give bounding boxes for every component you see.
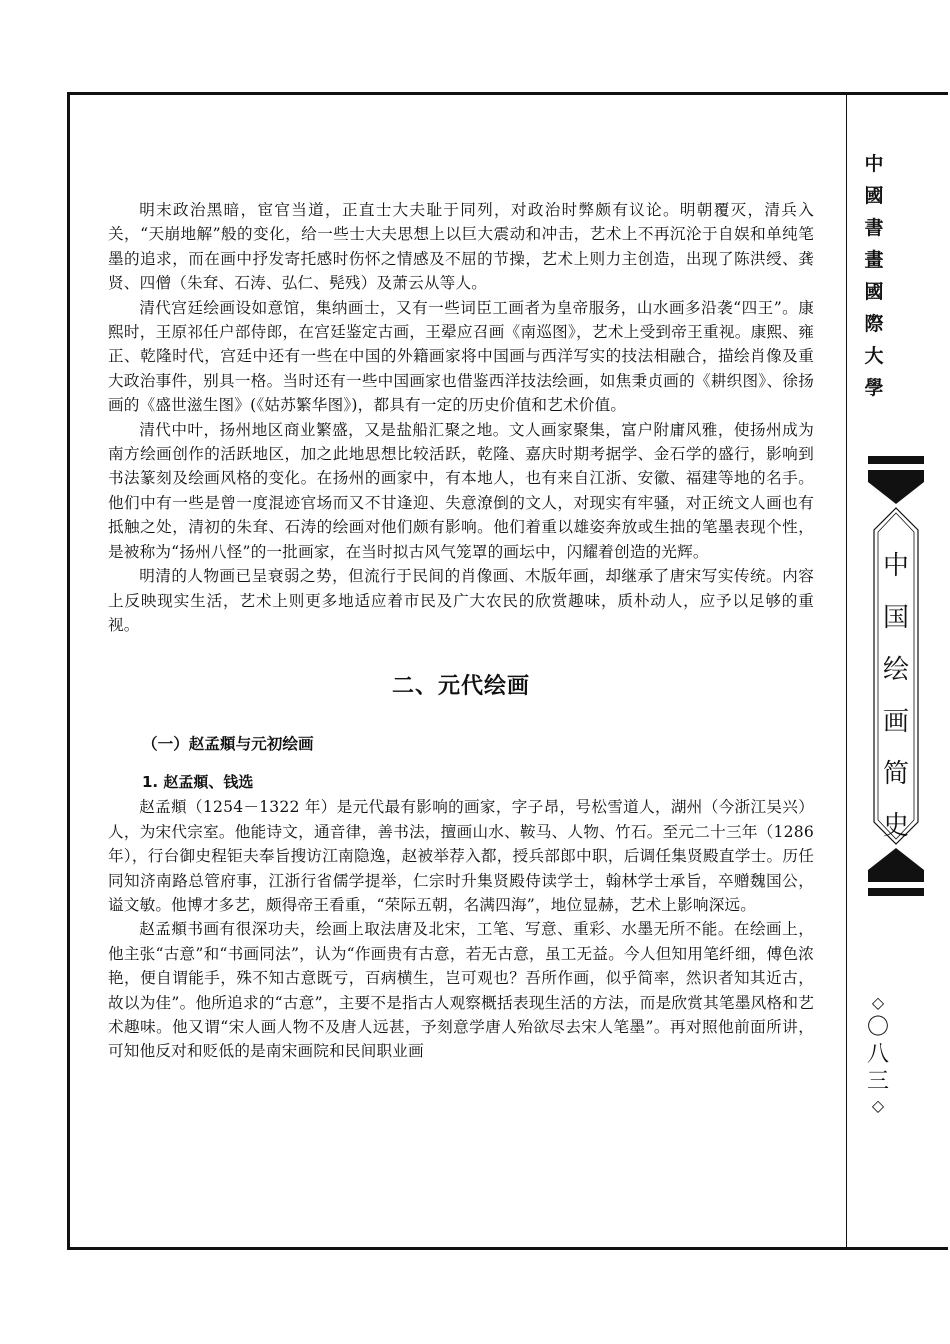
school-name-char: 學 [864,377,884,399]
school-name-char: 大 [864,345,884,367]
book-title-char: 简 [882,759,909,789]
page-number [858,992,898,1117]
ornament-bar [868,870,924,882]
page-number-digit: 八 [866,1042,889,1067]
diamond-icon: ◇ [871,1096,885,1115]
main-text-column [108,198,814,1064]
paragraph: 清代宫廷绘画设如意馆，集纳画士，又有一些词臣工画者为皇帝服务，山水画多沿袭“四王”。康熙时，王原祁任户部侍郎，在宫廷鉴定古画，王翚应召画《南巡图》，艺术上受到帝王重视。康熙、雍正、乾隆时代，宫廷中还有一些在中国的外籍画家将中国画与西洋写实的技法相融合，描绘肖像及重大政治事件，别具一格。当时还有一些中国画家也借鉴西洋技法绘画，如焦秉贞画的《耕织图》、徐扬画的《盛世滋生图》(《姑苏繁华图》)，都具有一定的历史价值和艺术价值。 [108,298,814,415]
book-title-char: 史 [882,811,909,841]
book-title-char: 绘 [882,655,909,685]
ornament-bar [868,888,924,896]
diamond-icon: ◇ [871,993,885,1012]
sidebar-divider [846,94,847,1249]
paragraph: 明清的人物画已呈衰弱之势，但流行于民间的肖像画、木版年画，却继承了唐宋写实传统。内容上反映现实生活，艺术上则更多地适应着市民及广大农民的欣赏趣味，质朴动人，应予以足够的重视。 [108,567,814,634]
page-number-digit: 三 [866,1069,889,1094]
ornament-bar [868,456,924,464]
book-title-block [868,456,924,896]
section-heading: 二、元代绘画 [391,674,530,700]
ornament-bar [868,470,924,482]
school-name-char: 際 [864,313,884,335]
school-name-char: 中 [864,153,884,175]
school-name [856,148,892,404]
school-name-char: 國 [864,185,884,207]
paragraph: 清代中叶，扬州地区商业繁盛，又是盐船汇聚之地。文人画家聚集，富户附庸风雅，使扬州成为南方绘画创作的活跃地区，加之此地思想比较活跃，乾隆、嘉庆时期考据学、金石学的盛行，影响到书法篆刻及绘画风格的变化。在扬州的画家中，有本地人，也有来自江浙、安徽、福建等地的名手。他们中有一些是曾一度混迹官场而又不甘逢迎、失意潦倒的文人，对现实有牢骚，对正统文人画也有抵触之处，清初的朱耷、石涛的绘画对他们颇有影响。他们着重以雄姿奔放或生拙的笔墨表现个性，是被称为“扬州八怪”的一批画家，在当时拟古风气笼罩的画坛中，闪耀着创造的光辉。 [108,420,814,561]
book-title-char: 国 [882,603,909,633]
school-name-char: 書 [864,217,884,239]
paragraph: 赵孟頫（1254－1322 年）是元代最有影响的画家，字子昂，号松雪道人，湖州（今浙江吴兴）人，为宋代宗室。他能诗文，通音律，善书法，擅画山水、鞍马、人物、竹石。至元二十三年（1286 年），行台御史程钜夫奉旨搜访江南隐逸，赵被举荐入都，授兵部郎中职，后调任集贤殿直学士。历任同知济南路总管府事，江浙行省儒学提举，仁宗时升集贤殿侍读学士，翰林学士承旨，卒赠魏国公，谥文敏。他博才多艺，颇得帝王看重，“荣际五朝，名满四海”，地位显赫，艺术上影响深远。 [108,798,814,914]
page-number-digit: 〇 [866,1015,889,1040]
subsection-heading: （一）赵孟頫与元初绘画 [142,735,314,754]
paragraph: 明末政治黑暗，宦官当道，正直士大夫耻于同列，对政治时弊颇有议论。明朝覆灭，清兵入关，“天崩地解”般的变化，给一些士大夫思想上以巨大震动和冲击，艺术上不再沉沦于自娱和单纯笔墨的追求，而在画中抒发寄托感时伤怀之情感及不屈的节操，艺术上则力主创造，出现了陈洪绶、龚贤、四僧（朱耷、石涛、弘仁、髡残）及萧云从等人。 [108,201,814,293]
book-title-char: 画 [882,707,909,737]
sub-subheading: 1. 赵孟頫、钱选 [142,773,254,792]
school-name-char: 畫 [864,249,884,271]
paragraph: 赵孟頫书画有很深功夫，绘画上取法唐及北宋，工笔、写意、重彩、水墨无所不能。在绘画上，他主张“古意”和“书画同法”，认为“作画贵有古意，若无古意，虽工无益。今人但知用笔纤细，傅色浓艳，便自谓能手，殊不知古意既亏，百病横生，岂可观也？吾所作画，似乎简率，然识者知其近古，故以为佳”。他所追求的“古意”，主要不是指古人观察概括表现生活的方法，而是欣赏其笔墨风格和艺术趣味。他又谓“宋人画人物不及唐人远甚，予刻意学唐人殆欲尽去宋人笔墨”。再对照他前面所讲，可知他反对和贬低的是南宋画院和民间职业画 [108,920,814,1061]
school-name-char: 國 [864,281,884,303]
book-title-char: 中 [882,551,909,581]
book-title [868,540,924,852]
